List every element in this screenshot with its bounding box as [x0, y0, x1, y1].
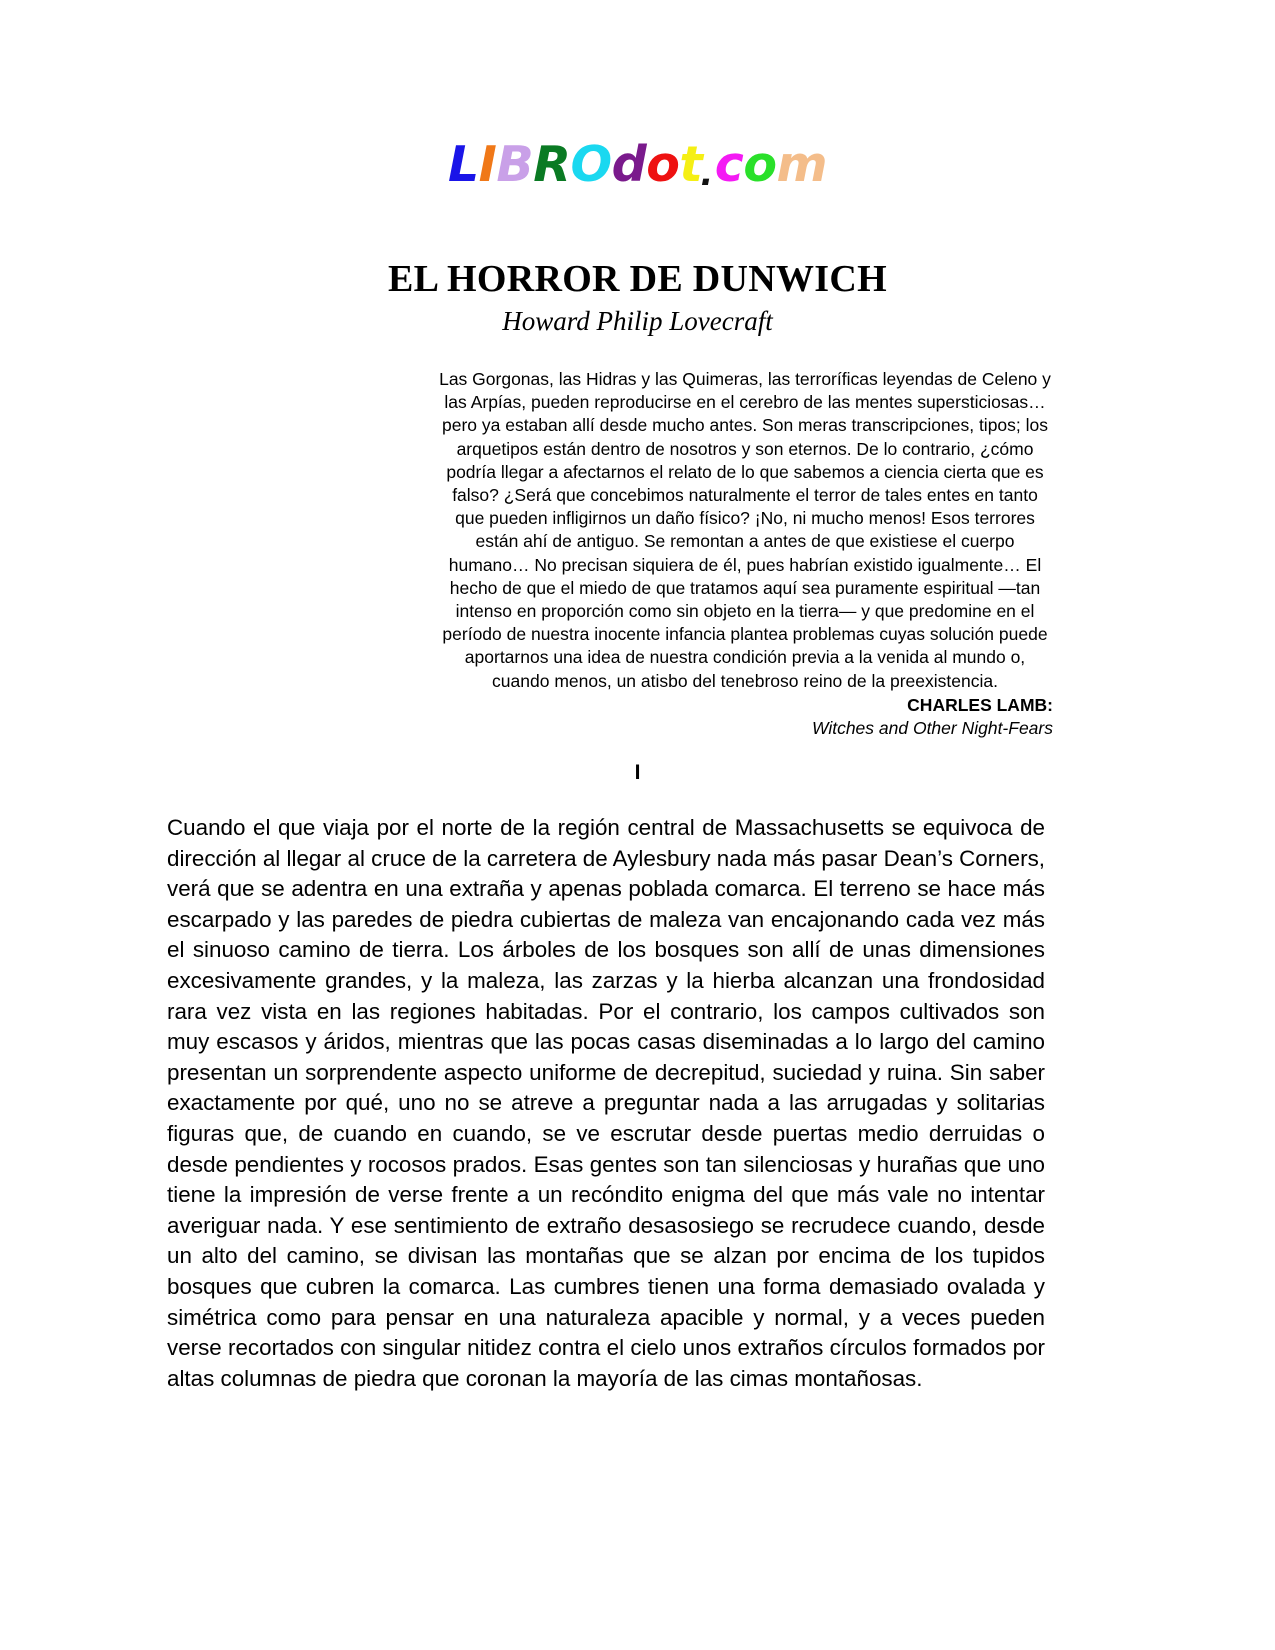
body-paragraph: Cuando el que viaja por el norte de la región central de Massachusetts se equivoca de dirección al llegar al cruce de la carretera de Aylesbury nada más pasar Dean’s Corners, verá que se adentra en una extraña y apenas poblada comarca. El terreno se hace más escarpado y las paredes de piedra cubiertas de maleza van encajonando cada vez más el sinuoso camino de tierra. Los árboles de los bosques son allí de unas dimensiones excesivamente grandes, y la maleza, las zarzas y la hierba alcanzan una frondosidad rara vez vista en las regiones habitadas. Por el contrario, los campos cultivados son muy escasos y áridos, mientras que las pocas casas diseminadas a lo largo del camino presentan un sorprendente aspecto uniforme de decrepitud, suciedad y ruina. Sin saber exactamente por qué, uno no se atreve a preguntar nada a las arrugadas y solitarias figuras que, de cuando en cuando, se ve escrutar desde puertas medio derruidas o desde pendientes y rocosos prados. Esas gentes son tan silenciosas y hurañas que uno tiene la impresión de verse frente a un recóndito enigma del que más vale no intentar averiguar nada. Y ese sentimiento de extraño desasosiego se recrudece cuando, desde un alto del camino, se divisan las montañas que se alzan por encima de los tupidos bosques que cubren la comarca. Las cumbres tienen una forma demasiado ovalada y simétrica como para pensar en una naturaleza apacible y normal, y a veces pueden verse recortados con singular nitidez contra el cielo unos extraños círculos formados por altas columnas de piedra que coronan la mayoría de las cimas montañosas. — [167, 815, 1045, 1391]
logo-letter-B-2: B — [496, 136, 534, 193]
epigraph-attribution — [437, 694, 1053, 740]
document-author: Howard Philip Lovecraft — [502, 306, 773, 336]
logo-letter-o-6: o — [646, 136, 680, 193]
epigraph-text: Las Gorgonas, las Hidras y las Quimeras, las terroríficas leyendas de Celeno y las Arpías, pueden reproducirse en el cerebro de las mentes supersticiosas… pero ya estaban allí desde mucho antes. Son meras transcripciones, tipos; los arquetipos están dentro de nosotros y son eternos. De lo contrario, ¿cómo podría llegar a afectarnos el relato de lo que sabemos a ciencia cierta que es falso? ¿Será que concebimos naturalmente el terror de tales entes en tanto que pueden infligirnos un daño físico? ¡No, ni mucho menos! Esos terrores están ahí de antiguo. Se remontan a antes de que existiese el cuerpo humano… No precisan siquiera de él, pues habrían existido igualmente… El hecho de que el miedo de que tratamos aquí sea puramente espiritual —tan intenso en proporción como sin objeto en la tierra— y que predomine en el período de nuestra inocente infancia plantea problemas cuyas solución puede aportarnos una idea de nuestra condición previa a la venida al mundo o, cuando menos, un atisbo del tenebroso reino de la preexistencia. — [439, 369, 1051, 691]
page-title: EL HORROR DE DUNWICH — [388, 258, 887, 300]
logo-letter-d-5: d — [611, 136, 647, 193]
epigraph-source-author: CHARLES LAMB: — [907, 695, 1053, 715]
logo-letter-t-7: t — [679, 136, 703, 193]
section-marker: I — [634, 761, 641, 784]
logo-letter-dot-8: . — [700, 154, 713, 194]
logo-letter-I-1: I — [478, 136, 497, 193]
logo-letter-R-3: R — [533, 136, 571, 193]
logo-letter-o-10: o — [743, 136, 777, 193]
epigraph-source-work: Witches and Other Night-Fears — [811, 718, 1053, 739]
librodot-logo[interactable] — [0, 136, 1275, 194]
logo-letter-L-0: L — [447, 136, 479, 193]
logo-letter-c-9: c — [714, 136, 744, 193]
body-text — [167, 813, 1045, 1394]
logo-letter-O-4: O — [570, 136, 612, 193]
logo-letter-m-11: m — [776, 136, 828, 193]
